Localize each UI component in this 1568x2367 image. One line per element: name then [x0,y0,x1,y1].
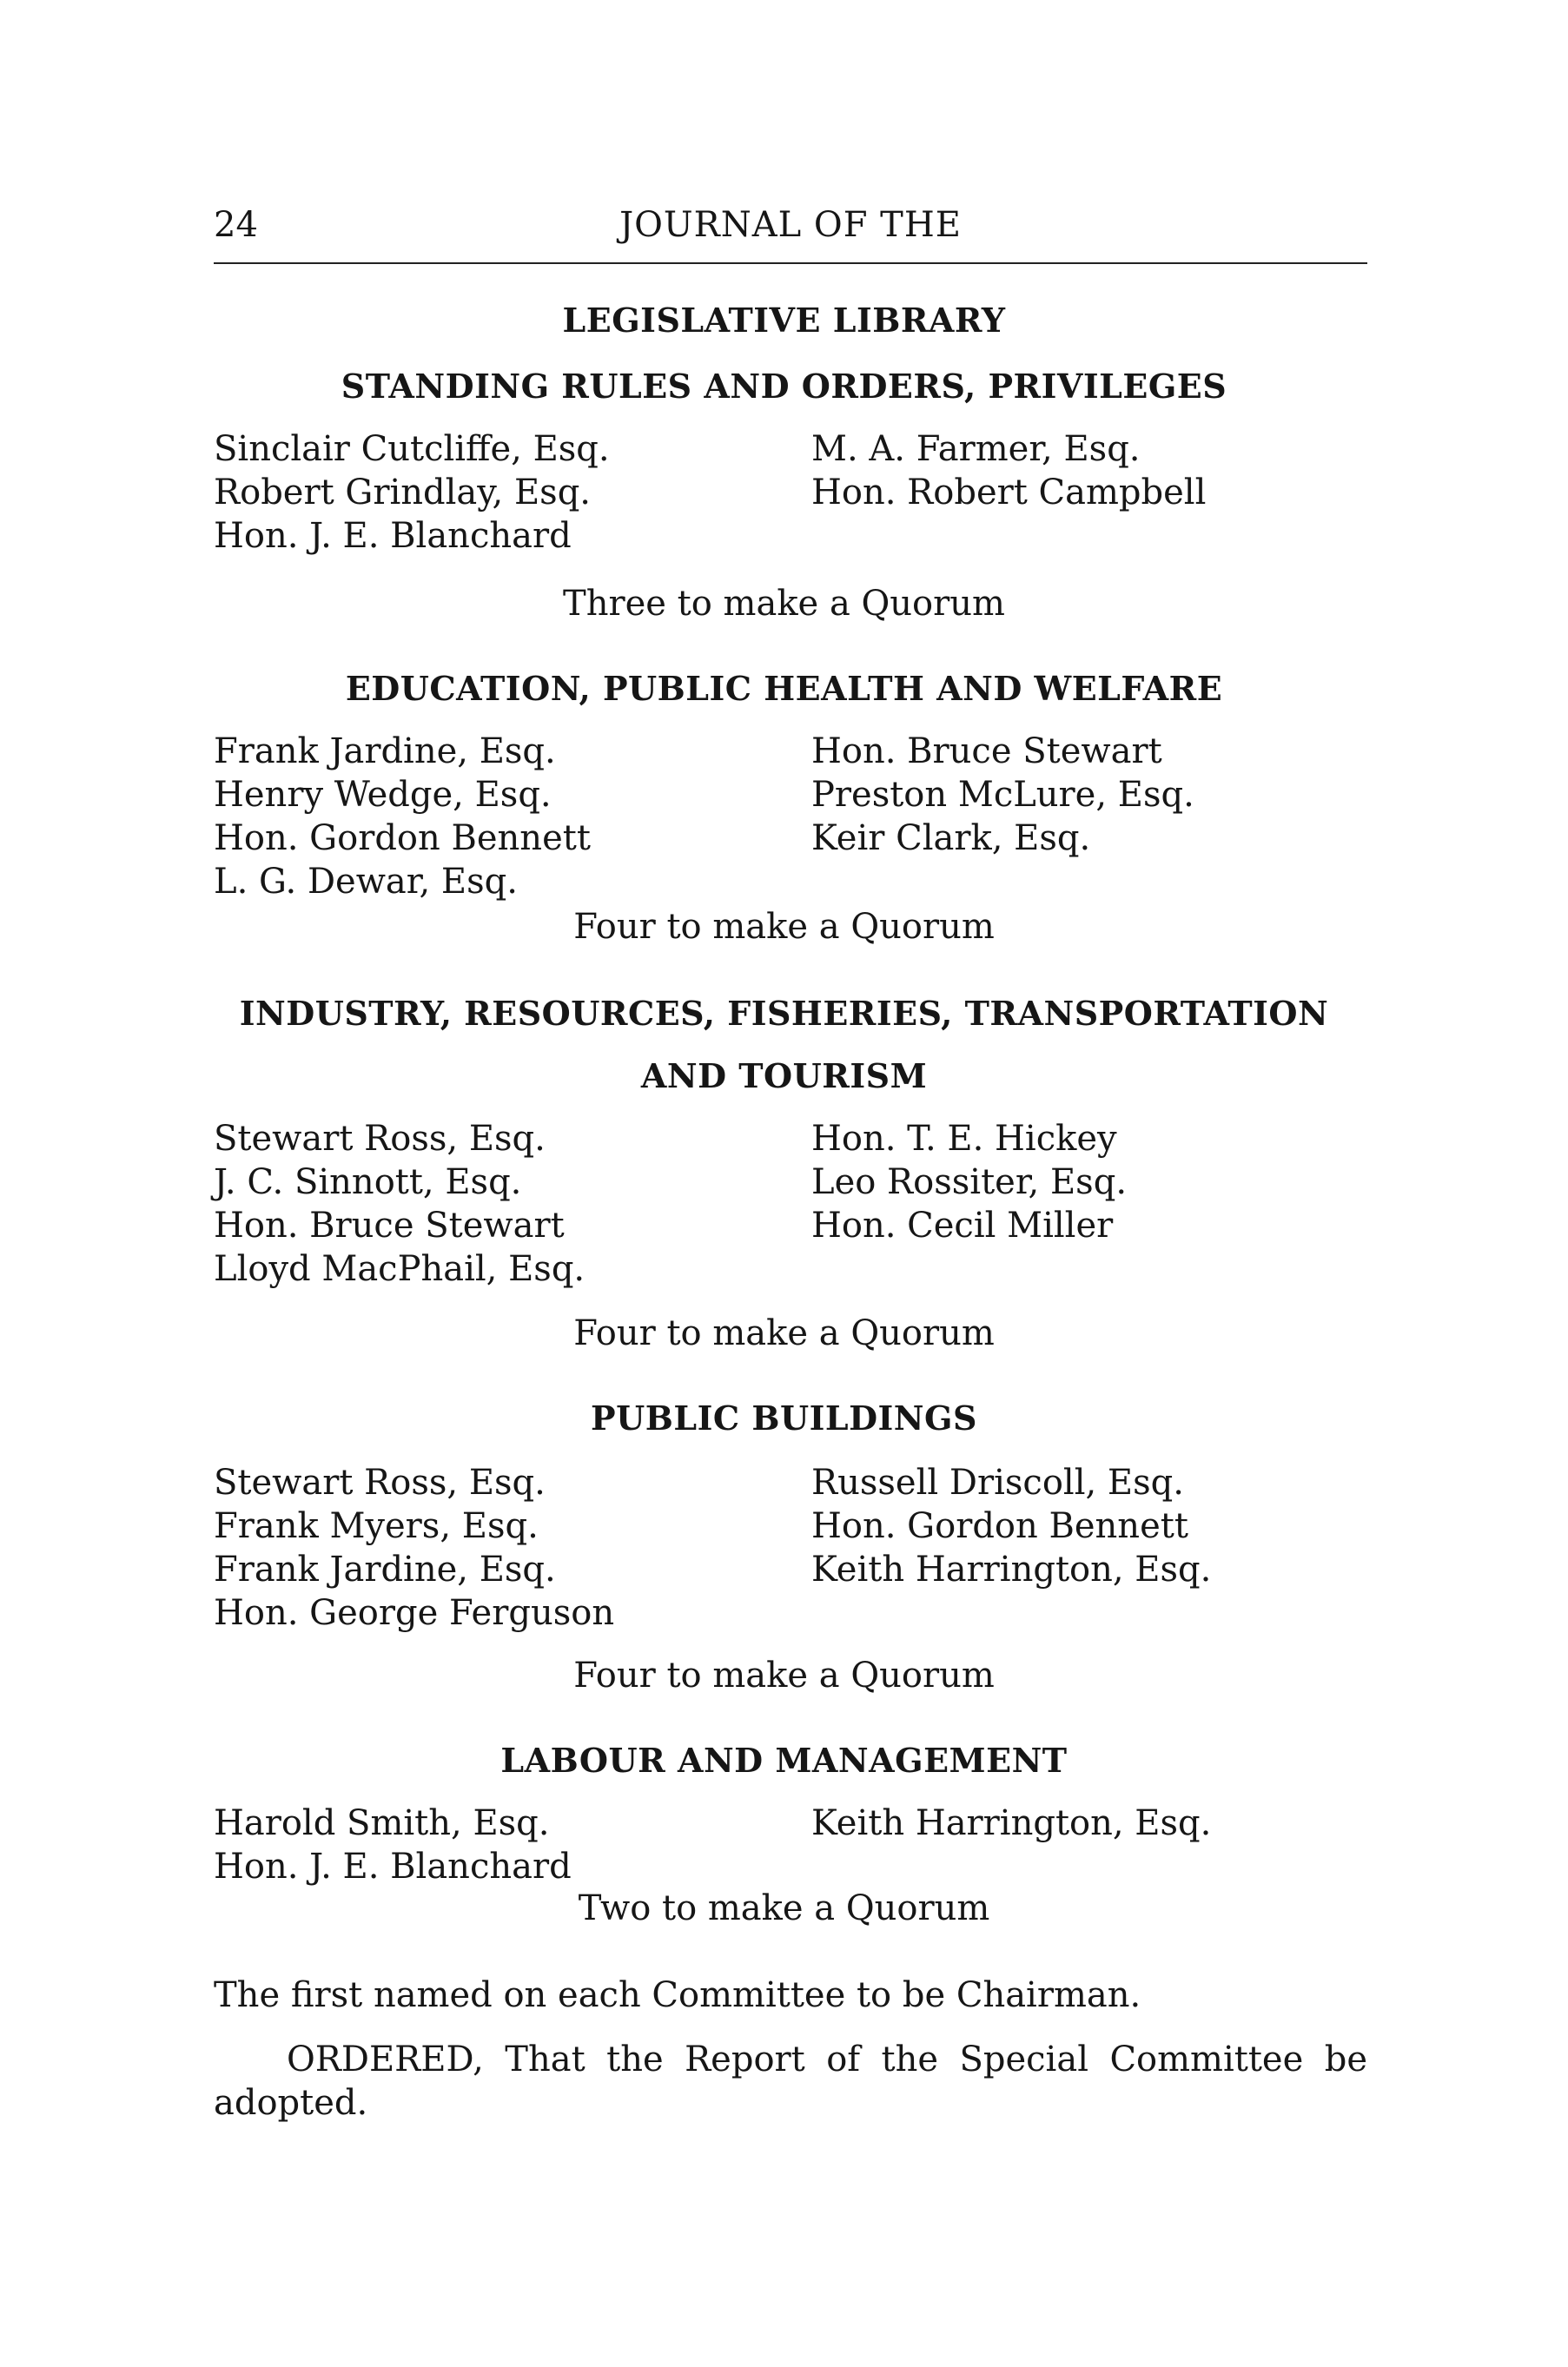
committee-title: LABOUR AND MANAGEMENT [500,1741,1068,1780]
member-name: Frank Jardine, Esq. [214,731,556,771]
committee-title: PUBLIC BUILDINGS [591,1398,977,1438]
member-name: Frank Jardine, Esq. [214,1550,556,1590]
member-column-right [811,730,1194,860]
member-name: Hon. T. E. Hickey [811,1119,1117,1159]
member-column-left [214,1461,614,1635]
member-name: Harold Smith, Esq. [214,1803,550,1843]
journal-title: JOURNAL OF THE [619,205,962,245]
member-name: Hon. Gordon Bennett [214,818,591,858]
member-name: Keith Harrington, Esq. [811,1803,1212,1843]
member-name: Hon. Bruce Stewart [811,731,1162,771]
member-name: L. G. Dewar, Esq. [214,862,518,902]
member-name: Hon. Gordon Bennett [811,1506,1188,1546]
member-name: Henry Wedge, Esq. [214,775,552,815]
member-name: Keith Harrington, Esq. [811,1550,1212,1590]
header-rule [214,262,1367,264]
member-column-right [811,1117,1127,1247]
member-name: Stewart Ross, Esq. [214,1119,546,1159]
page-header [214,205,1367,252]
member-column-right [811,1461,1211,1591]
member-column-left [214,427,610,558]
member-name: Robert Grindlay, Esq. [214,473,592,512]
member-column-right [811,427,1206,514]
committee-title: STANDING RULES AND ORDERS, PRIVILEGES [341,367,1227,406]
member-column-left [214,1802,572,1888]
member-name: Preston McLure, Esq. [811,775,1194,815]
member-name: Hon. J. E. Blanchard [214,1847,572,1887]
member-name: Hon. George Ferguson [214,1593,615,1633]
committee-title: INDUSTRY, RESOURCES, FISHERIES, TRANSPORTATION [239,994,1329,1033]
ordered-line-end: adopted. [214,2083,368,2123]
committee-title-continued: AND TOURISM [640,1056,928,1095]
member-name: Hon. Bruce Stewart [214,1206,565,1246]
chairman-note: The first named on each Committee to be Chairman. [214,1975,1141,2015]
quorum-note: Three to make a Quorum [563,584,1005,624]
committee-title: EDUCATION, PUBLIC HEALTH AND WELFARE [345,669,1223,708]
member-name: Hon. J. E. Blanchard [214,516,572,556]
quorum-note: Two to make a Quorum [578,1888,990,1928]
page-number: 24 [214,205,258,245]
member-name: Stewart Ross, Esq. [214,1463,546,1503]
section-title: LEGISLATIVE LIBRARY [562,301,1006,340]
quorum-note: Four to make a Quorum [573,1313,995,1353]
member-column-right [811,1802,1211,1845]
member-name: Leo Rossiter, Esq. [811,1162,1128,1202]
member-name: J. C. Sinnott, Esq. [214,1162,522,1202]
member-column-left [214,1117,585,1291]
member-name: Hon. Robert Campbell [811,473,1207,512]
member-name: Lloyd MacPhail, Esq. [214,1249,586,1289]
member-name: Frank Myers, Esq. [214,1506,539,1546]
member-name: M. A. Farmer, Esq. [811,429,1141,469]
ordered-line: ORDERED, That the Report of the Special Committee be [287,2040,1367,2079]
member-name: Keir Clark, Esq. [811,818,1091,858]
member-column-left [214,730,591,903]
quorum-note: Four to make a Quorum [573,907,995,947]
member-name: Russell Driscoll, Esq. [811,1463,1184,1503]
quorum-note: Four to make a Quorum [573,1656,995,1696]
member-name: Sinclair Cutcliffe, Esq. [214,429,610,469]
member-name: Hon. Cecil Miller [811,1206,1114,1246]
